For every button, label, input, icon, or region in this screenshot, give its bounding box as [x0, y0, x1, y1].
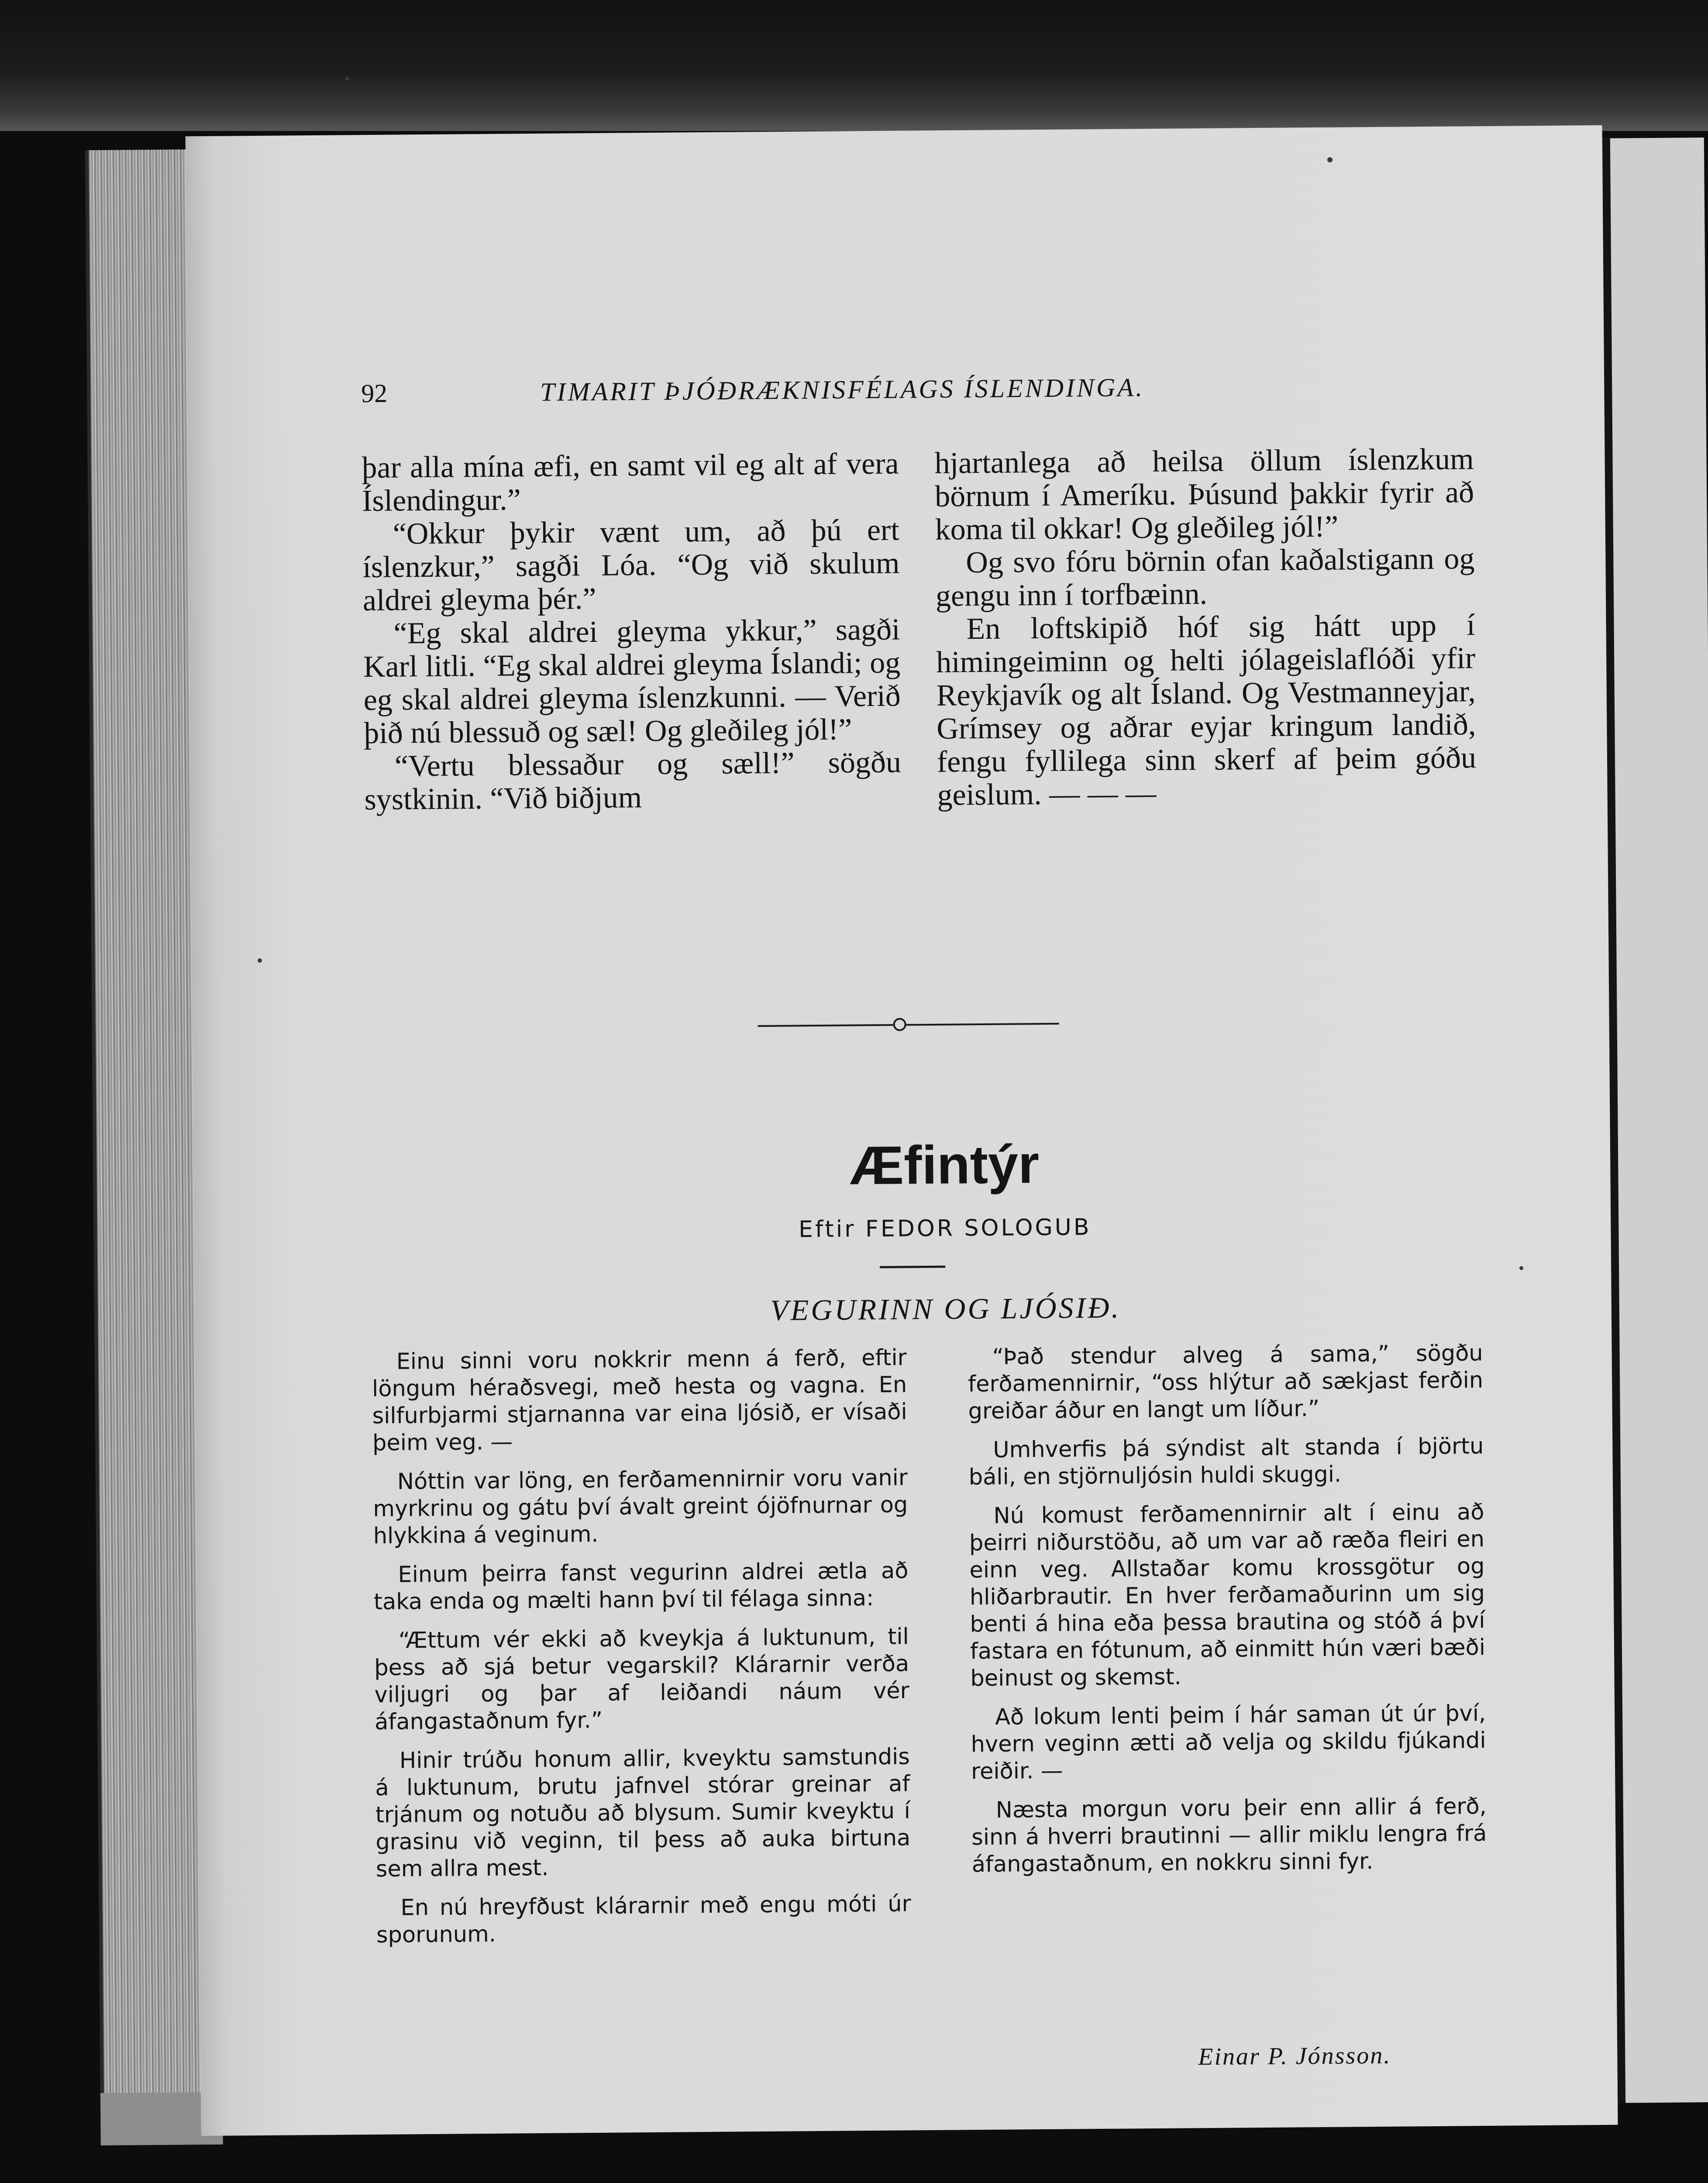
- dust-speck: [1327, 157, 1333, 162]
- paragraph: Nú komust ferðamennirnir alt í einu að þeirri niðurstöðu, að um var að ræða fleiri en einn veg. Allstaðar komu krossgötur og hliðarbrautir. En hver ferðamaðurinn um sig benti á hina eða þessa brautina og stóð á því fastara en fótunum, að einmitt hún væri bæði beinust og skemst.: [969, 1499, 1486, 1692]
- upper-right-column: [934, 443, 1477, 812]
- dust-speck: [258, 958, 262, 963]
- paragraph: “Okkur þykir vænt um, að þú ert íslenzkur,” sagði Lóa. “Og við skulum aldrei gleyma þér.”: [362, 513, 900, 618]
- page-number: 92: [361, 379, 388, 408]
- paragraph: “Ættum vér ekki að kveykja á luktunum, til þess að sjá betur vegarskil? Klárarnir verða viljugri og þar af leiðandi náum vér áfangastaðnum fyr.”: [374, 1624, 909, 1735]
- dark-background-band: [0, 0, 1708, 131]
- paragraph: “Það stendur alveg á sama,” sögðu ferðamennirnir, “oss hlýtur að sækjast ferðin greiðar áður en langt um líður.”: [968, 1340, 1484, 1425]
- paragraph: Einum þeirra fanst vegurinn aldrei ætla að taka enda og mælti hann því til félaga sinna:: [373, 1558, 909, 1615]
- signature: Einar P. Jónsson.: [1198, 2042, 1391, 2071]
- paragraph: Umhverfis þá sýndist alt standa í björtu báli, en stjörnuljósin huldi skuggi.: [968, 1433, 1484, 1491]
- facing-page-edge: [1602, 138, 1708, 2103]
- paragraph: En nú hreyfðust klárarnir með engu móti úr sporunum.: [376, 1891, 911, 1948]
- upper-left-column: [362, 447, 902, 816]
- story-subtitle: VEGURINN OG LJÓSIÐ.: [770, 1291, 1121, 1327]
- paragraph: Næsta morgun voru þeir enn allir á ferð, sinn á hverri brautinni — allir miklu lengra frá áfangastaðnum, en nokkru sinni fyr.: [971, 1794, 1487, 1878]
- separator-circle: [893, 1018, 906, 1031]
- paragraph: Nóttin var löng, en ferðamennirnir voru vanir myrkrinu og gátu því ávalt greint ójöfnurnar og hlykkina á veginum.: [373, 1465, 908, 1549]
- paragraph: “Vertu blessaður og sæll!” sögðu systkinin. “Við biðjum: [364, 745, 902, 817]
- paragraph: “Eg skal aldrei gleyma ykkur,” sagði Karl litli. “Eg skal aldrei gleyma Íslandi; og eg skal aldrei gleyma íslenzkunni. — Verið þið nú blessuð og sæl! Og gleðileg jól!”: [363, 613, 901, 751]
- running-head: [361, 370, 1433, 422]
- dust-speck: [345, 76, 349, 81]
- paragraph: Að lokum lenti þeim í hár saman út úr því, hvern veginn ætti að velja og skildu fjúkandi reiðir. —: [971, 1701, 1486, 1785]
- paragraph: En loftskipið hóf sig hátt upp í himingeiminn og helti jólageislaflóði yfir Reykjavík og alt Ísland. Og Vestmanneyjar, Grímsey og aðrar eyjar kringum landið, fengu fyllilega sinn skerf af þeim góðu geislum. — — —: [936, 608, 1477, 812]
- separator-line-right: [906, 1023, 1059, 1026]
- section-separator: [758, 1014, 1059, 1034]
- story-title: Æfintýr: [849, 1134, 1040, 1196]
- journal-title: TIMARIT ÞJÓÐRÆKNISFÉLAGS ÍSLENDINGA.: [540, 373, 1145, 406]
- paragraph: Og svo fóru börnin ofan kaðalstigann og gengu inn í torfbæinn.: [935, 542, 1475, 613]
- story-left-column: [372, 1344, 911, 1961]
- separator-line-left: [758, 1024, 893, 1027]
- story-byline: Eftir FEDOR SOLOGUB: [798, 1214, 1092, 1243]
- dust-speck: [1519, 1266, 1523, 1270]
- paragraph: Hinir trúðu honum allir, kveyktu samstundis á luktunum, brutu jafnvel stórar greinar af trjánum og notuðu að blysum. Sumir kveyktu í grasinu við veginn, til þess að auka birtuna sem allra mest.: [375, 1744, 911, 1882]
- story-right-column: [968, 1340, 1487, 1890]
- paragraph: þar alla mína æfi, en samt vil eg alt af vera Íslendingur.”: [362, 447, 899, 518]
- paragraph: Einu sinni voru nokkrir menn á ferð, eftir löngum héraðsvegi, með hesta og vagna. En silfurbjarmi stjarnanna var eina ljósið, er vísaði þeim veg. —: [372, 1345, 907, 1456]
- paragraph: hjartanlega að heilsa öllum íslenzkum börnum í Ameríku. Þúsund þakkir fyrir að koma til okkar! Og gleðileg jól!”: [934, 442, 1474, 547]
